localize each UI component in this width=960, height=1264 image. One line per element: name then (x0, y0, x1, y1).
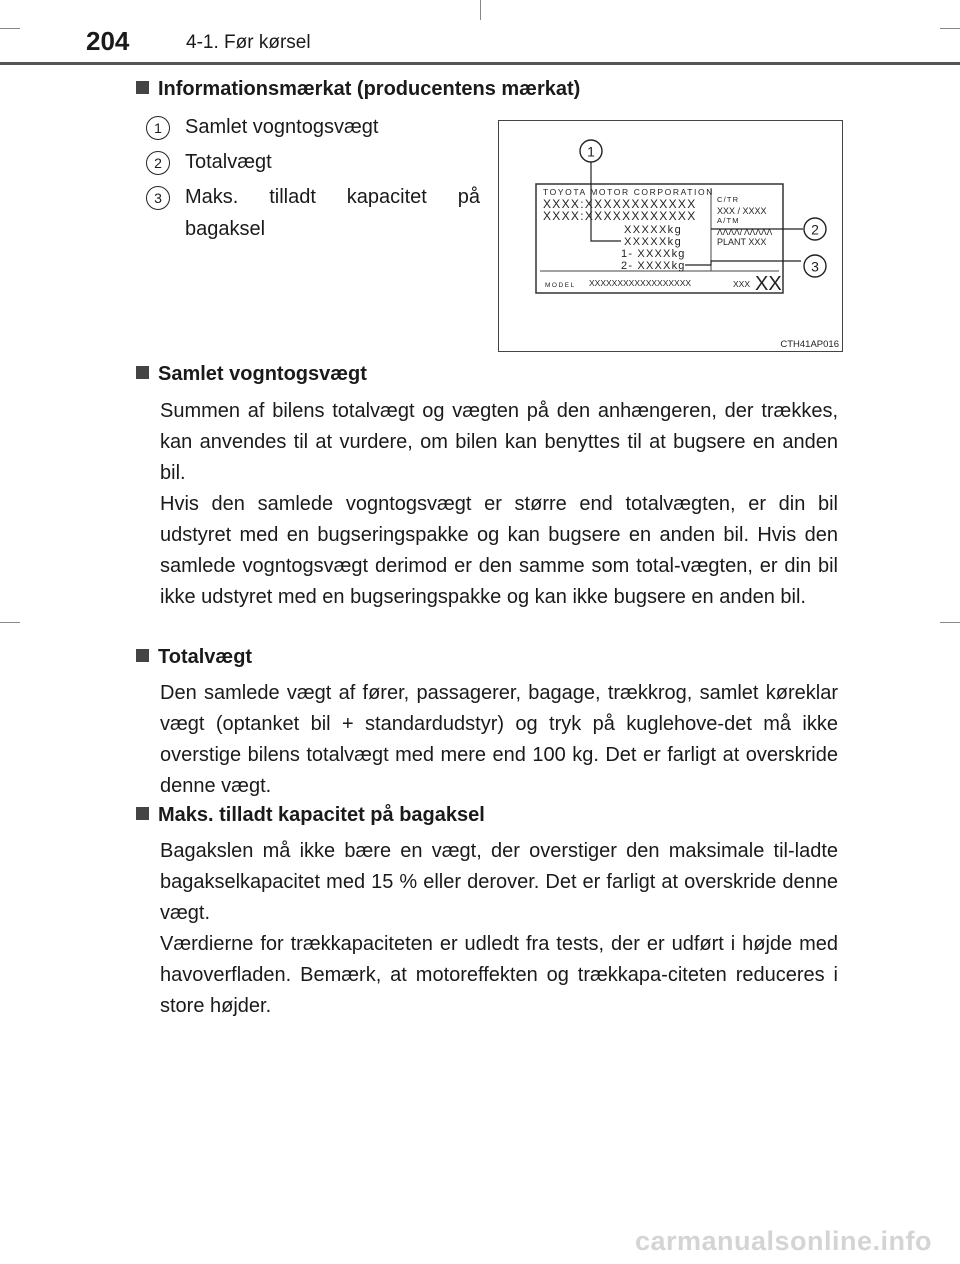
label-atm: A/TM (717, 216, 740, 225)
callout-number: 1 (146, 116, 170, 140)
callout-text: Totalvægt (185, 151, 272, 173)
callout-item-1 (146, 111, 480, 143)
callout-item-2 (146, 146, 480, 178)
label-ctr-value: XXX / XXXX (717, 206, 767, 216)
callout-number-3: 3 (811, 258, 819, 275)
bullet-square-icon (136, 81, 149, 94)
paragraph: Bagakslen må ikke bære en vægt, der overstiger den maksimale til-ladte bagakselkapacitet med 15 % eller derover. Det er farligt at overskride denne vægt. (160, 840, 838, 924)
header-rule (0, 62, 960, 65)
figure-code: CTH41AP016 (780, 339, 839, 350)
bullet-square-icon (136, 366, 149, 379)
label-atm-value: ΛΛΛΛ/ ΛΛΛΛΛ (717, 227, 773, 237)
crop-mark (940, 28, 960, 29)
heading-text: Totalvægt (158, 646, 253, 668)
crop-mark (480, 0, 481, 20)
label-weight-4: 2- XXXXkg (621, 260, 686, 272)
paragraph: Hvis den samlede vogntogsvægt er større end totalvægten, er din bil udstyret med en bugseringspakke og kan bugsere en anden bil. Hvis den samlede vogntogsvægt derimod er den samme som total-vægten, er din bil ikke udstyret med en bugseringspakke og kan ikke bugsere en anden bil. (160, 493, 838, 608)
paragraph: Den samlede vægt af fører, passagerer, bagage, trækkrog, samlet køreklar vægt (optanket bil + standardudstyr) og tryk på kuglehove-det må ikke overstige bilens totalvægt med mere end 100 kg. Det er farligt at overskride denne vægt. (160, 682, 838, 797)
bullet-square-icon (136, 807, 149, 820)
chapter-title: 4-1. Før kørsel (186, 32, 311, 53)
callout-number-2: 2 (811, 221, 819, 238)
label-line1: XXXX:XXXXXXXXXXXX (543, 197, 697, 211)
label-plant: PLANT XXX (717, 237, 767, 247)
crop-mark (0, 622, 20, 623)
callout-number: 3 (146, 186, 170, 210)
callout-text: Samlet vogntogsvægt (185, 116, 379, 138)
label-ctr: C/TR (717, 195, 740, 204)
section-heading-rear-axle (136, 804, 485, 827)
label-weight-1: XXXXXkg (624, 224, 683, 236)
label-model-value: XXXXXXXXXXXXXXXXXX (589, 278, 692, 288)
callout-text: Maks. tilladt kapacitet på bagaksel (185, 186, 480, 240)
label-figure (498, 120, 843, 352)
section-heading-info (136, 78, 580, 101)
paragraph: Summen af bilens totalvægt og vægten på den anhængeren, der trækkes, kan anvendes til at vurdere, om bilen kan benyttes til at bugsere en anden bil. (160, 400, 838, 484)
label-illustration (499, 121, 844, 353)
crop-mark (0, 28, 20, 29)
label-maker: TOYOTA MOTOR CORPORATION (543, 187, 714, 197)
label-line2: XXXX:XXXXXXXXXXXX (543, 209, 697, 223)
paragraph: Værdierne for trækkapaciteten er udledt fra tests, der er udført i højde med havoverfladen. Bemærk, at motoreffekten og trækkapa-citeten reduceres i store højder. (160, 933, 838, 1017)
heading-text: Samlet vogntogsvægt (158, 363, 367, 385)
callout-item-3 (146, 181, 480, 245)
label-model: MODEL (545, 282, 576, 289)
heading-text: Maks. tilladt kapacitet på bagaksel (158, 804, 485, 826)
callout-number: 2 (146, 151, 170, 175)
callout-number-1: 1 (587, 143, 595, 160)
bullet-square-icon (136, 649, 149, 662)
heading-text: Informationsmærkat (producentens mærkat) (158, 78, 581, 100)
section-heading-total-weight (136, 646, 252, 669)
label-xxx: XXX (733, 279, 751, 289)
label-weight-3: 1- XXXXkg (621, 248, 686, 260)
label-xx: XX (755, 273, 782, 295)
section-heading-combined-weight (136, 363, 367, 386)
page-number: 204 (86, 26, 130, 56)
label-weight-2: XXXXXkg (624, 236, 683, 248)
watermark: carmanualsonline.info (634, 1226, 932, 1256)
crop-mark (940, 622, 960, 623)
